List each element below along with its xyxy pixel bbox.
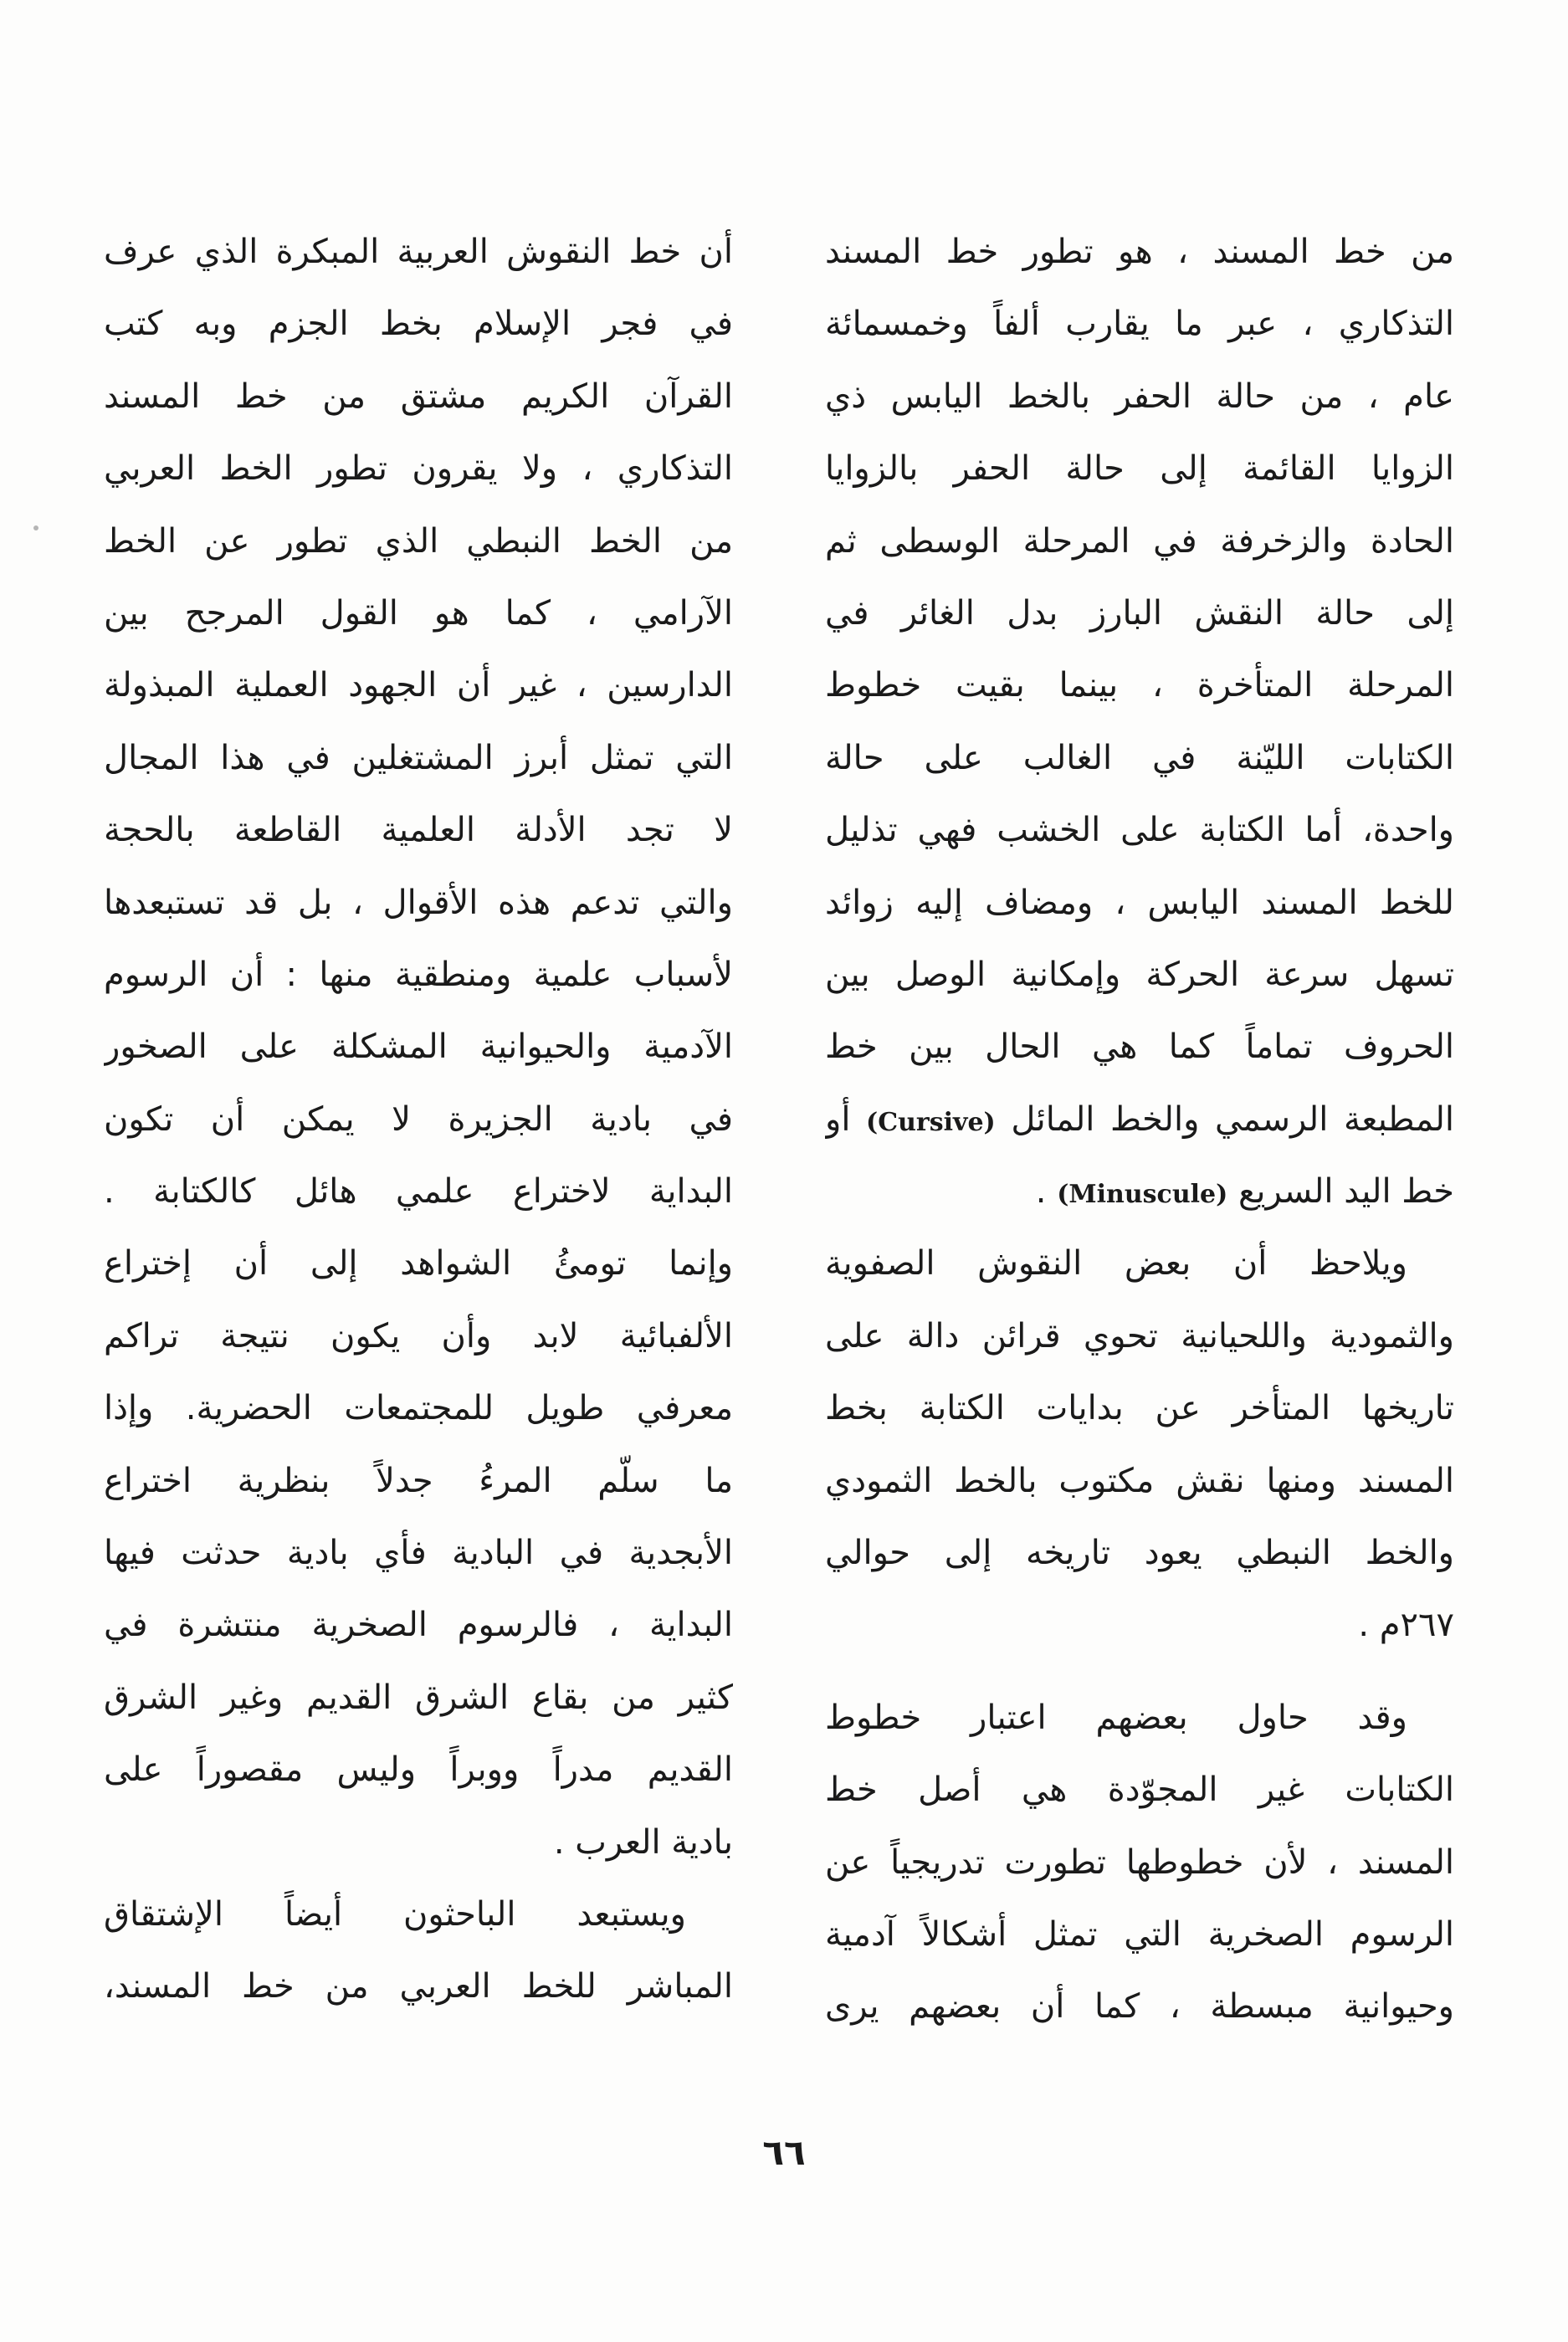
- page-number: ٦٦: [762, 2132, 806, 2173]
- line-text: والثمودية واللحيانية تحوي قرائن دالة على: [825, 1316, 1454, 1355]
- text-line: [104, 1372, 733, 1444]
- text-line: [825, 1372, 1454, 1444]
- line-text: التذكاري ، عبر ما يقارب ألفاً وخمسمائة: [825, 305, 1454, 344]
- text-line: [104, 867, 733, 939]
- line-text: الزوايا القائمة إلى حالة الحفر بالزوايا: [825, 449, 1454, 489]
- line-text: الكتابات الليّنة في الغالب على حالة: [825, 738, 1454, 777]
- text-line: [104, 433, 733, 505]
- text-line: [825, 1227, 1454, 1299]
- text-line: [104, 1806, 733, 1878]
- text-line: [104, 794, 733, 866]
- line-text: وحيوانية مبسطة ، كما أن بعضهم يرى: [825, 1987, 1454, 2027]
- latin-term: (Minuscule): [1057, 1180, 1228, 1210]
- line-text: المرحلة المتأخرة ، بينما بقيت خطوط: [825, 666, 1454, 705]
- text-line: [825, 1970, 1454, 2042]
- text-line: [825, 939, 1454, 1011]
- line-text: القرآن الكريم مشتق من خط المسند: [104, 377, 733, 416]
- text-line: [104, 216, 733, 288]
- text-line: [104, 577, 733, 649]
- text-line: [104, 722, 733, 794]
- line-suffix: أو: [825, 1099, 851, 1139]
- line-text: تسهل سرعة الحركة وإمكانية الوصل بين: [825, 955, 1454, 994]
- line-text: واحدة، أما الكتابة على الخشب فهي تذليل: [825, 811, 1454, 850]
- text-line: [104, 1011, 733, 1083]
- text-line: [104, 1156, 733, 1227]
- text-line: [104, 505, 733, 577]
- text-line: [104, 1589, 733, 1661]
- line-text: البداية لاختراع علمي هائل كالكتابة .: [104, 1172, 733, 1212]
- line-text: ويستبعد الباحثون أيضاً الإشتقاق: [104, 1894, 686, 1934]
- line-text: ويلاحظ أن بعض النقوش الصفوية: [825, 1244, 1407, 1284]
- line-text: القديم مدراً ووبراً وليس مقصوراً على: [104, 1750, 733, 1790]
- line-text: وإنما تومئُ الشواهد إلى أن إختراع: [104, 1244, 733, 1284]
- line-text: وقد حاول بعضهم اعتبار خطوط: [825, 1698, 1407, 1737]
- text-line: [825, 433, 1454, 505]
- line-text: في بادية الجزيرة لا يمكن أن تكون: [104, 1099, 733, 1139]
- text-line: [825, 1827, 1454, 1899]
- line-text: أن خط النقوش العربية المبكرة الذي عرف: [104, 233, 733, 271]
- latin-term: (Cursive): [866, 1107, 996, 1137]
- text-line: [825, 1754, 1454, 1826]
- line-text: البداية ، فالرسوم الصخرية منتشرة في: [104, 1606, 733, 1645]
- text-line: [825, 1445, 1454, 1517]
- line-text: معرفي طويل للمجتمعات الحضرية. وإذا: [104, 1389, 733, 1428]
- text-line: [825, 1011, 1454, 1083]
- line-text: من خط المسند ، هو تطور خط المسند: [825, 233, 1454, 271]
- line-text: والتي تدعم هذه الأقوال ، بل قد تستبعدها: [104, 883, 733, 922]
- line-text: كثير من بقاع الشرق القديم وغير الشرق: [104, 1678, 733, 1717]
- scan-speck: [33, 525, 38, 530]
- text-line: [825, 1517, 1454, 1589]
- line-text: ما سلّم المرءُ جدلاً بنظرية اختراع: [104, 1461, 733, 1500]
- text-line: [825, 1589, 1454, 1661]
- line-text: للخط المسند اليابس ، ومضاف إليه زوائد: [825, 883, 1454, 922]
- text-line: [825, 1156, 1454, 1227]
- line-text: الدارسين ، غير أن الجهود العملية المبذولة: [104, 666, 733, 705]
- text-line: [825, 288, 1454, 360]
- line-text: من الخط النبطي الذي تطور عن الخط: [104, 521, 733, 561]
- line-text: المطبعة الرسمي والخط المائل: [1011, 1099, 1454, 1139]
- line-text: بادية العرب .: [553, 1822, 733, 1862]
- text-line: [825, 867, 1454, 939]
- text-line: [825, 1899, 1454, 1970]
- line-text: الكتابات غير المجوّدة هي أصل خط: [825, 1771, 1454, 1810]
- text-line: [104, 649, 733, 721]
- text-line: [104, 1734, 733, 1806]
- text-line: [825, 1300, 1454, 1372]
- line-text: التي تمثل أبرز المشتغلين في هذا المجال: [104, 738, 733, 777]
- text-line: [104, 1445, 733, 1517]
- line-text: الرسوم الصخرية التي تمثل أشكالاً آدمية: [825, 1914, 1454, 1954]
- text-line: [825, 577, 1454, 649]
- line-text: لا تجد الأدلة العلمية القاطعة بالحجة: [104, 811, 733, 850]
- text-line: [825, 722, 1454, 794]
- text-line: [104, 288, 733, 360]
- line-text: الحادة والزخرفة في المرحلة الوسطى ثم: [825, 521, 1454, 561]
- line-text: ٢٦٧م .: [1358, 1606, 1454, 1645]
- text-line: [104, 1227, 733, 1299]
- line-text: الحروف تماماً كما هي الحال بين خط: [825, 1028, 1454, 1067]
- line-text: الأبجدية في البادية فأي بادية حدثت فيها: [104, 1534, 733, 1573]
- text-line: [104, 1950, 733, 2022]
- line-text: التذكاري ، ولا يقرون تطور الخط العربي: [104, 449, 733, 489]
- line-text: خط اليد السريع: [1238, 1172, 1454, 1212]
- text-line: [104, 1300, 733, 1372]
- text-line: [825, 505, 1454, 577]
- text-line: [104, 939, 733, 1011]
- text-line: [104, 1878, 733, 1950]
- line-text: عام ، من حالة الحفر بالخط اليابس ذي: [825, 377, 1454, 416]
- line-text: لأسباب علمية ومنطقية منها : أن الرسوم: [104, 955, 733, 994]
- text-line: [825, 361, 1454, 433]
- line-text: الآرامي ، كما هو القول المرجح بين: [104, 593, 733, 633]
- line-text: الألفبائية لابد وأن يكون نتيجة تراكم: [104, 1316, 733, 1355]
- line-text: والخط النبطي يعود تاريخه إلى حوالي: [825, 1534, 1454, 1573]
- text-line: [104, 1084, 733, 1156]
- line-text: الآدمية والحيوانية المشكلة على الصخور: [104, 1028, 733, 1067]
- right-text-column: [825, 216, 1454, 2043]
- line-text: إلى حالة النقش البارز بدل الغائر في: [825, 593, 1454, 633]
- text-line: [825, 1084, 1454, 1156]
- line-suffix: .: [1035, 1172, 1047, 1212]
- text-line: [104, 1517, 733, 1589]
- line-text: تاريخها المتأخر عن بدايات الكتابة بخط: [825, 1389, 1454, 1428]
- line-text: المباشر للخط العربي من خط المسند،: [104, 1967, 733, 2006]
- line-text: المسند ومنها نقش مكتوب بالخط الثمودي: [825, 1461, 1454, 1500]
- text-line: [825, 216, 1454, 288]
- line-text: في فجر الإسلام بخط الجزم وبه كتب: [104, 305, 733, 344]
- text-line: [825, 649, 1454, 721]
- text-line: [825, 1682, 1454, 1754]
- left-text-column: [104, 216, 733, 2023]
- text-line: [104, 361, 733, 433]
- text-line: [104, 1662, 733, 1734]
- text-line: [825, 794, 1454, 866]
- line-text: المسند ، لأن خطوطها تطورت تدريجياً عن: [825, 1842, 1454, 1882]
